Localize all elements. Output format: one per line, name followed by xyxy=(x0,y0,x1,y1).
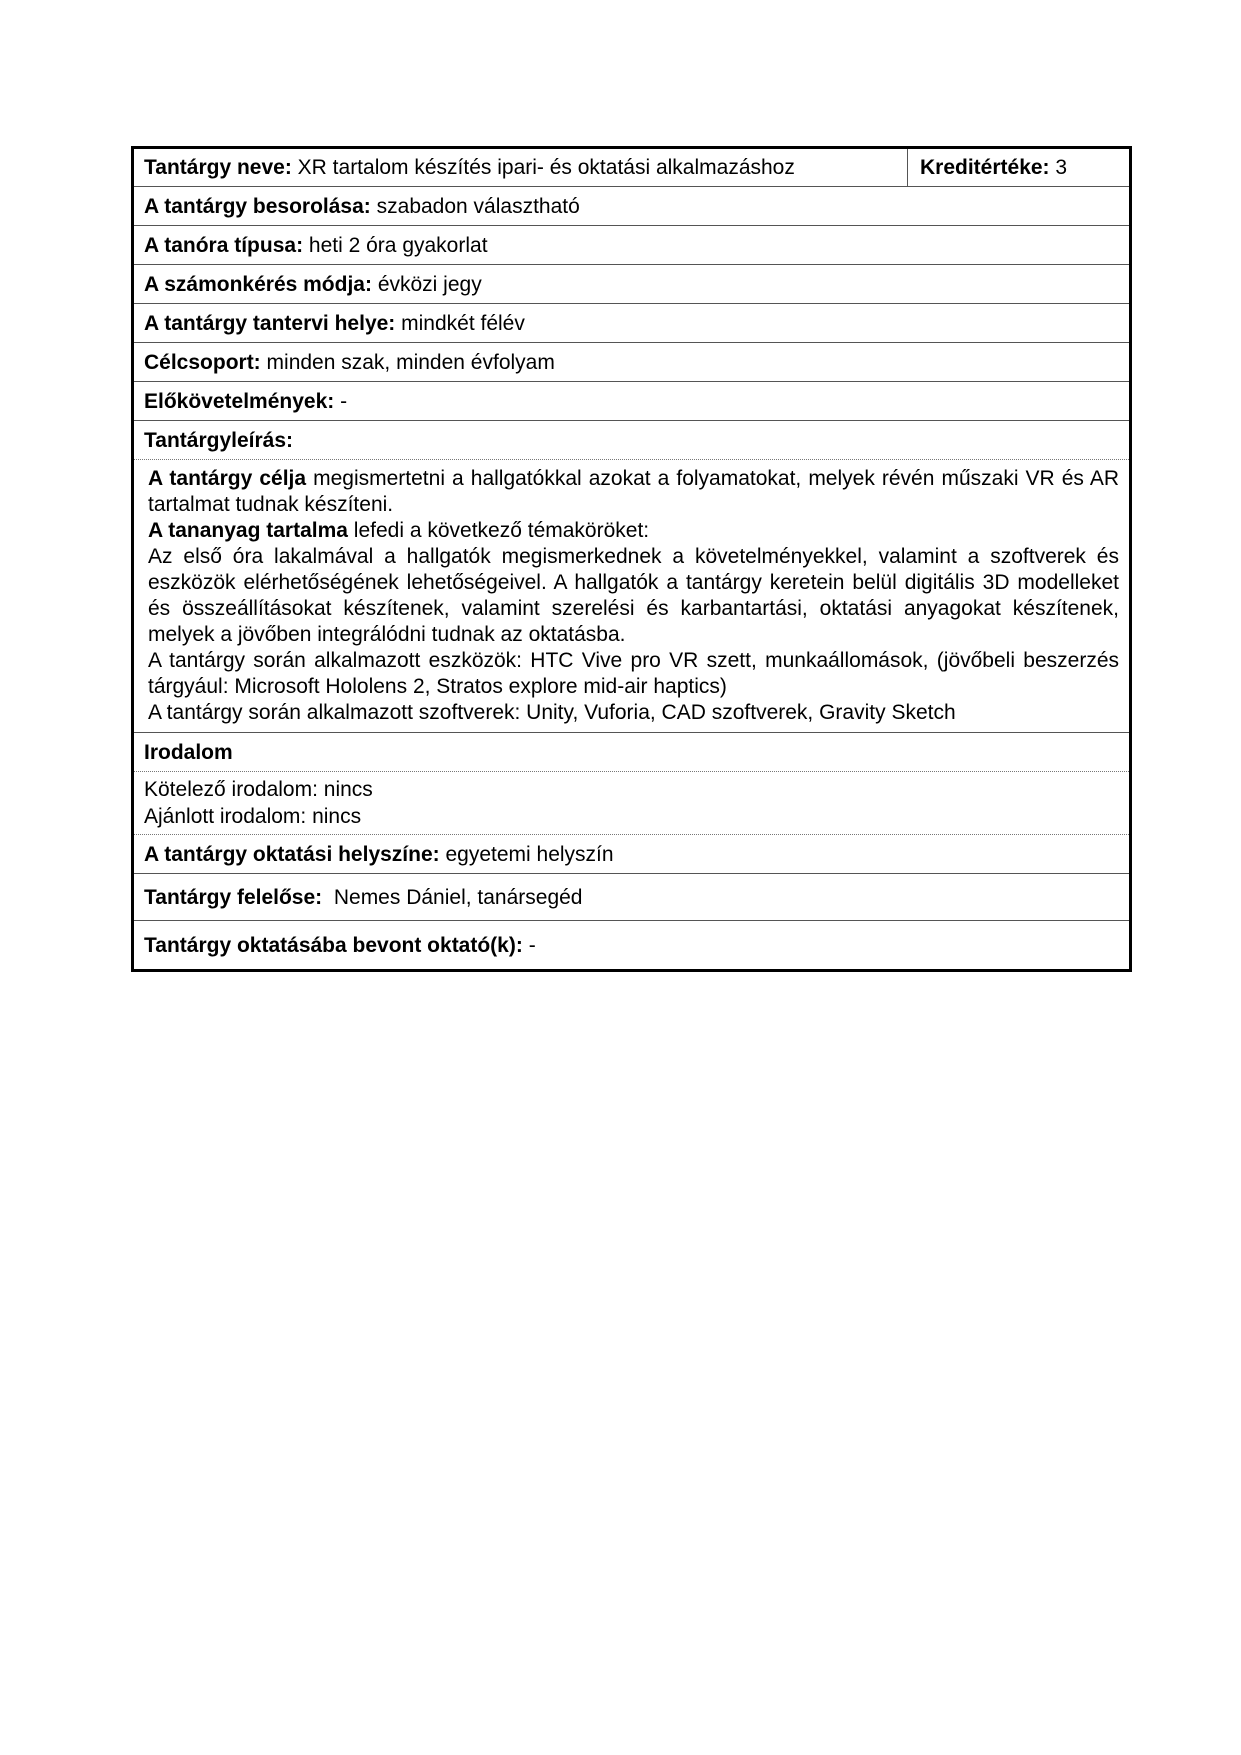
class-type-value: heti 2 óra gyakorlat xyxy=(308,233,488,257)
course-goal-paragraph xyxy=(148,466,1119,518)
classification-row xyxy=(134,187,1129,226)
target-group-value: minden szak, minden évfolyam xyxy=(266,350,555,374)
curriculum-place-value: mindkét félév xyxy=(401,311,525,335)
literature-heading: Irodalom xyxy=(144,740,233,764)
instructors-label: Tantárgy oktatásába bevont oktató(k): xyxy=(144,933,523,957)
classification-label: A tantárgy besorolása: xyxy=(144,194,371,218)
location-label: A tantárgy oktatási helyszíne: xyxy=(144,842,440,866)
course-name-label: Tantárgy neve: xyxy=(144,156,292,179)
target-group-label: Célcsoport: xyxy=(144,350,261,374)
course-datasheet-table xyxy=(131,146,1132,972)
description-paragraph-3: A tantárgy során alkalmazott szoftverek: Unity, Vuforia, CAD szoftverek, Gravity Sketch xyxy=(148,701,956,724)
content-text: lefedi a következő témaköröket: xyxy=(353,519,650,542)
prerequisites-row xyxy=(134,382,1129,421)
description-heading: Tantárgyleírás: xyxy=(144,428,293,452)
responsible-label: Tantárgy felelőse: xyxy=(144,885,323,909)
credit-cell xyxy=(907,149,1129,186)
responsible-row xyxy=(134,874,1129,921)
class-type-label: A tanóra típusa: xyxy=(144,233,304,257)
description-body xyxy=(134,460,1129,733)
instructors-row xyxy=(134,921,1129,969)
credit-value: 3 xyxy=(1055,156,1068,179)
curriculum-place-row xyxy=(134,304,1129,343)
curriculum-place-label: A tantárgy tantervi helye: xyxy=(144,311,396,335)
course-name-cell xyxy=(134,149,907,186)
goal-label: A tantárgy célja xyxy=(148,467,307,490)
course-name-row xyxy=(134,149,1129,187)
description-heading-row xyxy=(134,421,1129,460)
classification-value: szabadon választható xyxy=(376,194,580,218)
literature-heading-row xyxy=(134,733,1129,772)
prerequisites-label: Előkövetelmények: xyxy=(144,389,335,413)
mandatory-literature: Kötelező irodalom: nincs xyxy=(144,778,373,801)
content-intro-paragraph xyxy=(148,518,1119,544)
recommended-literature: Ajánlott irodalom: nincs xyxy=(144,805,362,828)
location-value: egyetemi helyszín xyxy=(445,842,614,866)
assessment-row xyxy=(134,265,1129,304)
course-name-value: XR tartalom készítés ipari- és oktatási alkalmazáshoz xyxy=(297,156,795,179)
target-group-row xyxy=(134,343,1129,382)
literature-body xyxy=(134,772,1129,835)
responsible-value: Nemes Dániel, tanársegéd xyxy=(333,885,583,909)
location-row xyxy=(134,835,1129,874)
credit-label: Kreditértéke: xyxy=(920,156,1050,179)
class-type-row xyxy=(134,226,1129,265)
goal-text: megismertetni a hallgatókkal azokat a folyamatokat, melyek révén műszaki VR és AR tartalmat tudnak készíteni. xyxy=(148,467,1119,516)
content-label: A tananyag tartalma xyxy=(148,519,348,542)
assessment-value: évközi jegy xyxy=(377,272,482,296)
instructors-value: - xyxy=(528,933,536,957)
description-paragraph-1: Az első óra lakalmával a hallgatók megismerkednek a követelményekkel, valamint a szoftverek és eszközök elérhetőségének lehetőségeivel. A hallgatók a tantárgy keretein belül digitális 3D modelleket és összeállításokat készítenek, valamint szerelési és karbantartási, oktatási anyagokat készítenek, melyek a jövőben integrálódni tudnak az oktatásba. xyxy=(148,545,1119,646)
assessment-label: A számonkérés módja: xyxy=(144,272,372,296)
prerequisites-value: - xyxy=(340,389,348,413)
description-paragraph-2: A tantárgy során alkalmazott eszközök: HTC Vive pro VR szett, munkaállomások, (jövőbeli beszerzés tárgyául: Microsoft Hololens 2, Stratos explore mid-air haptics) xyxy=(148,649,1119,698)
